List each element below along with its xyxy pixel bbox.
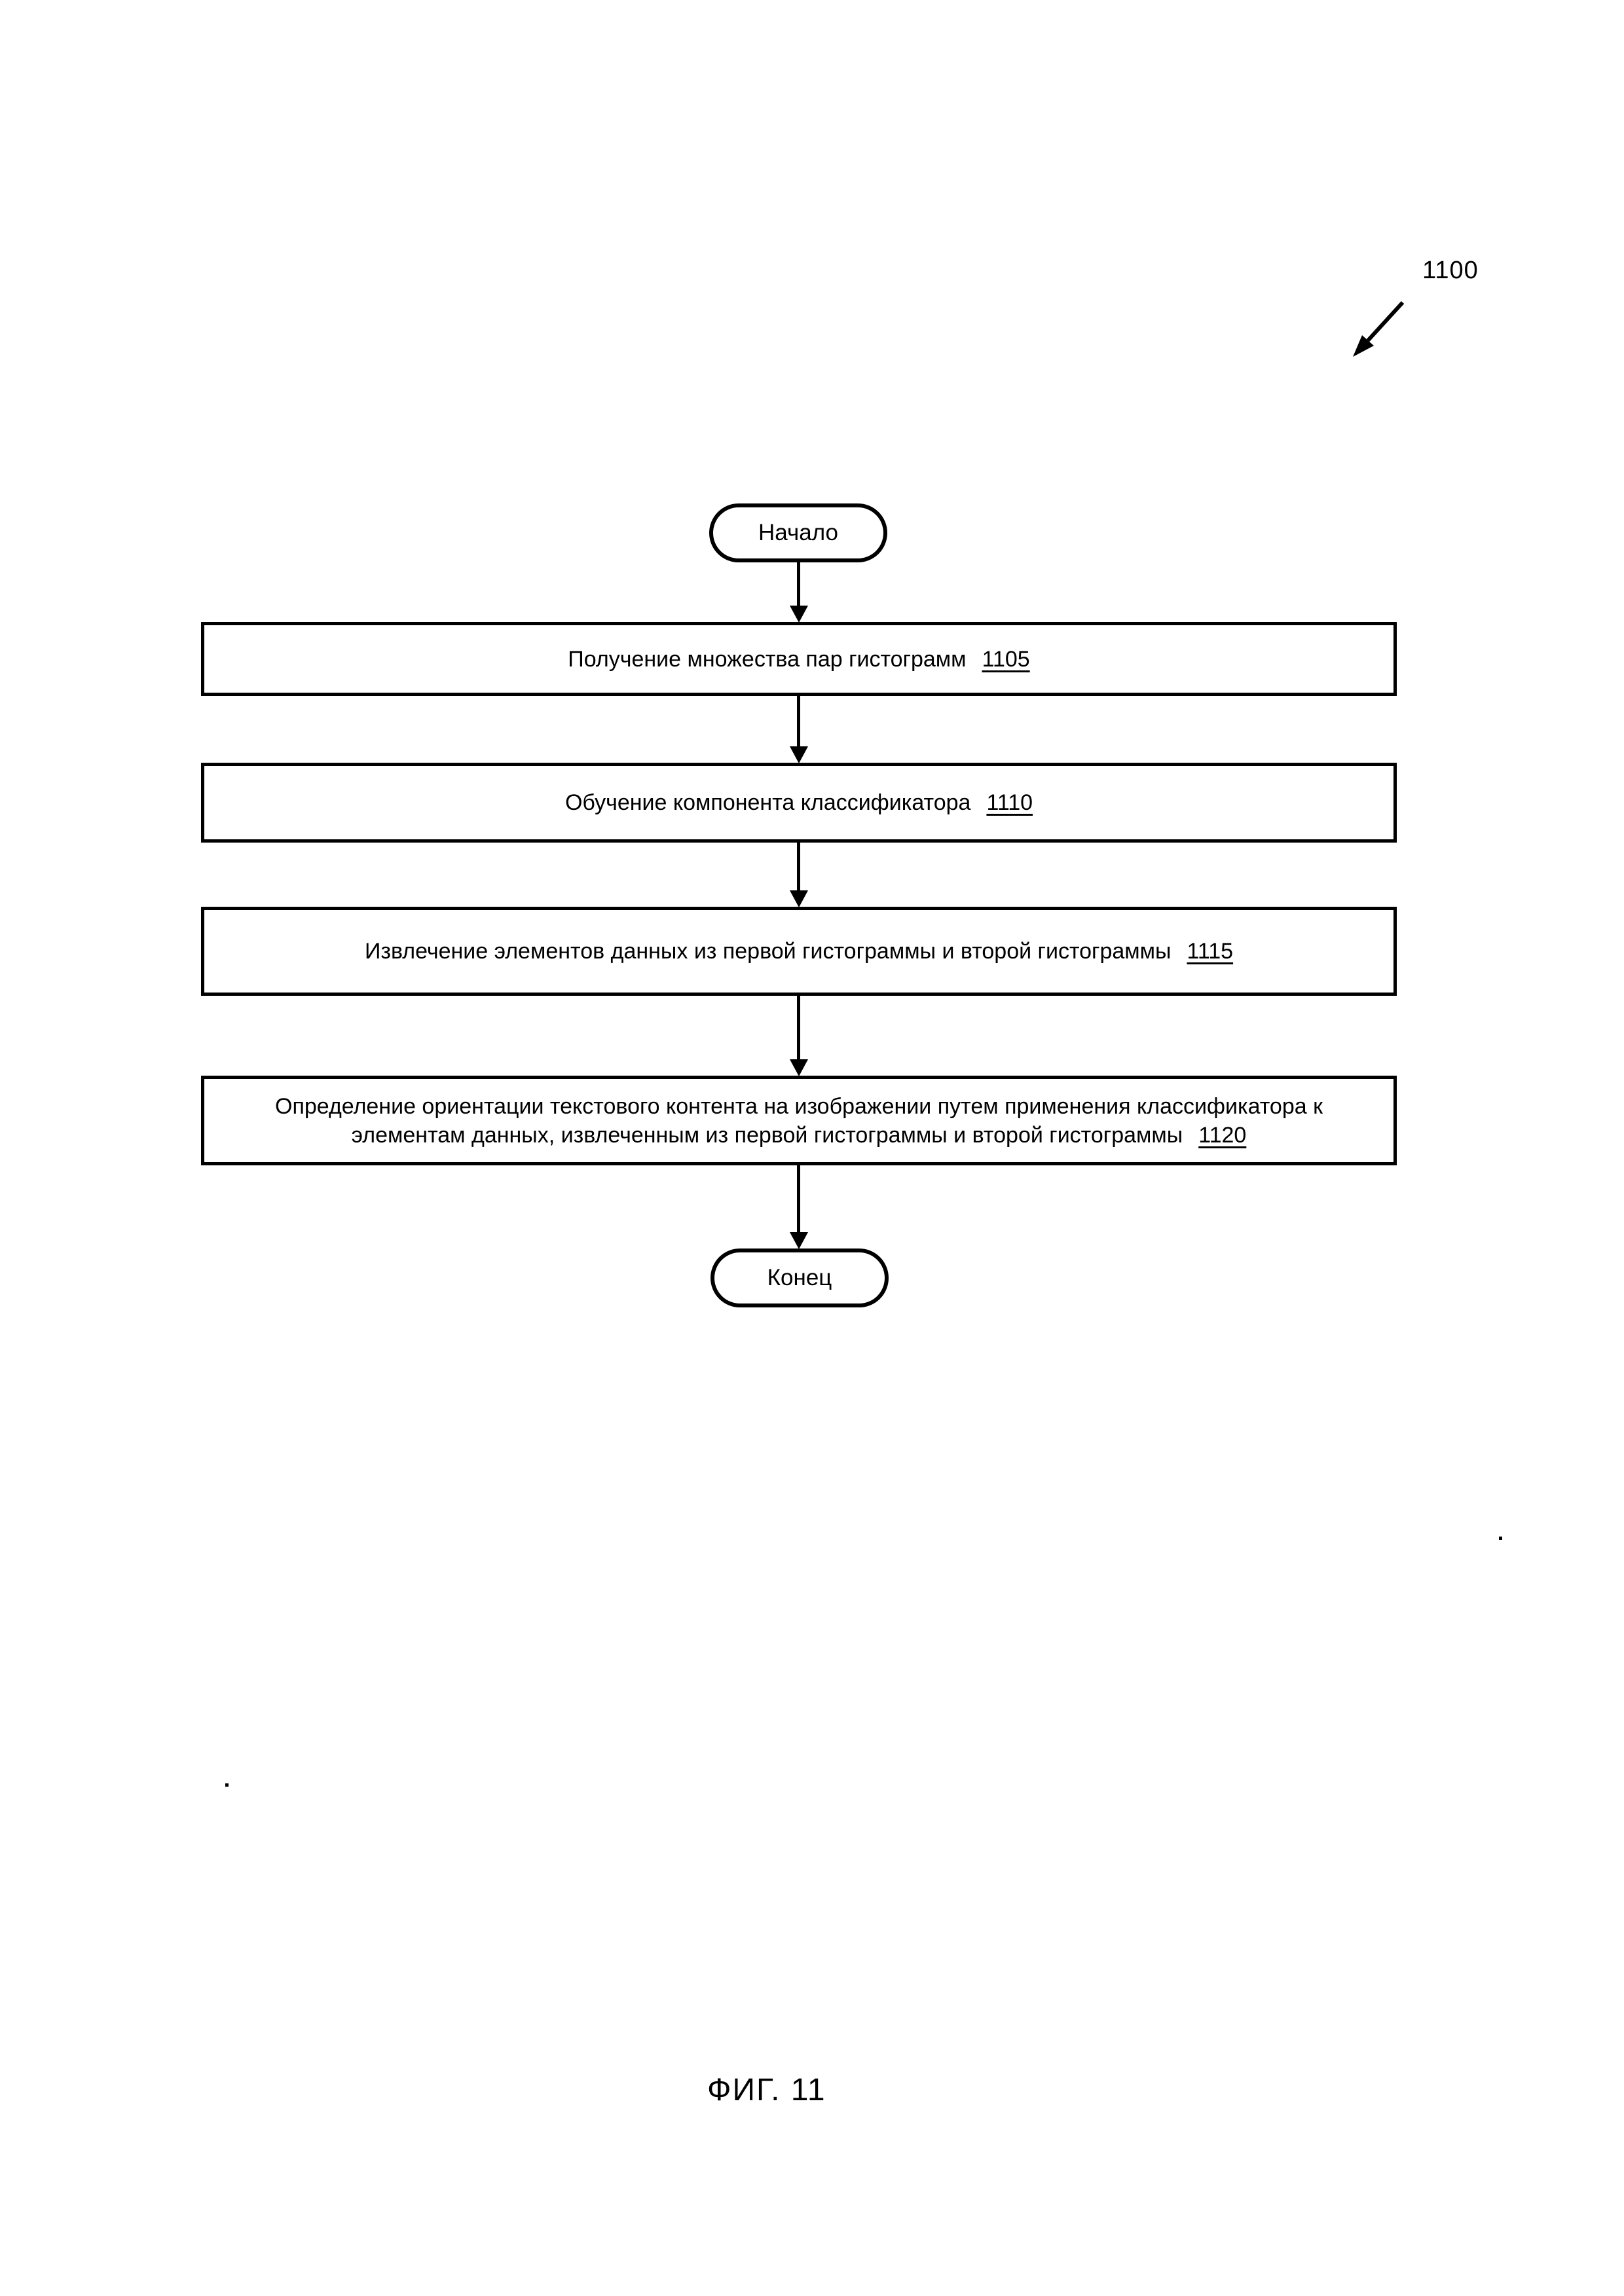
- flow-arrow-start-to-step1: [797, 562, 800, 606]
- step-3-text: Извлечение элементов данных из первой гистограммы и второй гистограммы: [364, 939, 1172, 964]
- step-2-text: Обучение компонента классификатора: [564, 790, 971, 815]
- flowchart-step-4: [201, 1076, 1397, 1165]
- flow-arrow-step3-to-step4: [797, 996, 800, 1060]
- start-label: Начало: [758, 520, 838, 545]
- flow-arrow-step1-to-step2: [797, 696, 800, 747]
- flowchart-step-3: [201, 907, 1397, 996]
- scan-artifact-dot: [225, 1783, 229, 1787]
- figure-reference-number: 1100: [1422, 257, 1479, 284]
- flowchart-step-1: [201, 622, 1397, 696]
- end-label: Конец: [767, 1265, 832, 1290]
- flowchart-start-terminal: [709, 503, 887, 562]
- flowchart-end-terminal: [710, 1248, 889, 1307]
- step-2-ref: 1110: [986, 790, 1033, 815]
- flowchart-step-2: [201, 763, 1397, 843]
- step-1-ref: 1105: [982, 646, 1030, 672]
- step-4-ref: 1120: [1198, 1122, 1247, 1148]
- step-1-text: Получение множества пар гистограмм: [568, 646, 967, 672]
- step-4-text: Определение ориентации текстового контента на изображении путем применения классификатора к элементам данных, извлеченным из первой гистограммы и второй гистограммы: [275, 1093, 1323, 1148]
- figure-caption: ФИГ. 11: [707, 2073, 826, 2107]
- step-3-ref: 1115: [1187, 939, 1234, 964]
- reference-pointer-arrow: [1336, 295, 1414, 367]
- flow-arrow-step2-to-step3: [797, 843, 800, 891]
- flow-arrow-step4-to-end: [797, 1165, 800, 1233]
- scan-artifact-dot: [1499, 1537, 1502, 1540]
